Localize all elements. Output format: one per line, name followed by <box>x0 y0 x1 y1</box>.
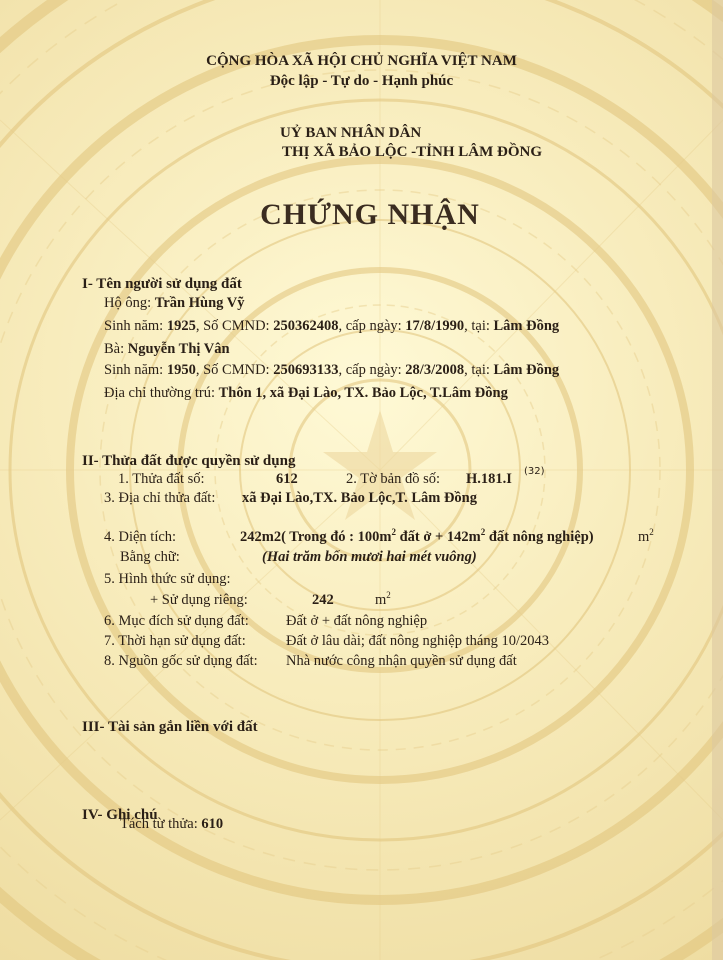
area-label: 4. Diện tích: <box>104 529 177 545</box>
owner1-name: Trần Hùng Vỹ <box>154 295 245 311</box>
origin-value: Nhà nước công nhận quyền sử dụng đất <box>286 653 517 669</box>
parcel-number-label: 1. Thửa đất số: <box>118 471 205 487</box>
usage-form-label: 5. Hình thức sử dụng: <box>104 571 231 587</box>
owner2-line <box>104 340 230 358</box>
note-line: Tách từ thửa: 610 <box>120 816 224 832</box>
section-iv-heading: IV- Ghi chú <box>82 807 158 823</box>
term-label: 7. Thời hạn sử dụng đất: <box>104 633 246 649</box>
map-sheet-label: 2. Tờ bản đồ số: <box>346 471 440 487</box>
owner2-details: Sinh năm: 1950, Số CMND: 250693133, cấp ngày: 28/3/2008, tại: Lâm Đồng <box>104 362 560 378</box>
national-motto: Độc lập - Tự do - Hạnh phúc <box>269 73 454 89</box>
area-unit: $m^2$ <box>638 527 654 545</box>
owner2-name: Nguyễn Thị Vân <box>127 341 230 357</box>
section-ii-heading: II- Thửa đất được quyền sử dụng <box>82 453 296 469</box>
issuer-name: UỶ BAN NHÂN DÂN <box>280 125 422 141</box>
owner1-label: Hộ ông: <box>104 295 152 311</box>
purpose-value: Đất ở + đất nông nghiệp <box>286 613 428 629</box>
document-title: CHỨNG NHẬN <box>260 198 480 231</box>
parcel-address: xã Đại Lào,TX. Bảo Lộc,T. Lâm Đồng <box>242 490 477 506</box>
owner1-details: Sinh năm: 1925, Số CMND: 250362408, cấp ngày: 17/8/1990, tại: Lâm Đồng <box>104 318 560 334</box>
permanent-address: Địa chỉ thường trú: Thôn 1, xã Đại Lào, TX. Bảo Lộc, T.Lâm Đồng <box>104 385 508 401</box>
parcel-number: 612 <box>276 471 298 487</box>
area-in-words: (Hai trăm bốn mươi hai mét vuông) <box>262 549 477 565</box>
parcel-address-label: 3. Địa chỉ thửa đất: <box>104 490 216 506</box>
area-in-words-label: Bằng chữ: <box>120 549 180 565</box>
section-iii-heading: III- Tài sản gắn liền với đất <box>82 719 258 735</box>
handwritten-note: (32) <box>524 466 545 477</box>
term-value: Đất ở lâu dài; đất nông nghiệp tháng 10/2043 <box>286 633 549 649</box>
national-title: CỘNG HÒA XÃ HỘI CHỦ NGHĨA VIỆT NAM <box>206 53 517 69</box>
map-sheet-number: H.181.I <box>466 471 512 487</box>
private-use-value: 242 <box>312 592 334 608</box>
private-use-unit: $m^2$ <box>375 590 391 608</box>
owner1-line <box>104 294 244 312</box>
section-i-heading: I- Tên người sử dụng đất <box>82 276 242 292</box>
purpose-label: 6. Mục đích sử dụng đất: <box>104 613 249 629</box>
area-value: 242m2( Trong đó : $100m^2$ đất ở + $142m^2$ đất nông nghiệp) <box>240 527 594 545</box>
owner2-label: Bà: <box>104 341 125 357</box>
issuer-locality: THỊ XÃ BẢO LỘC -TỈNH LÂM ĐỒNG <box>282 144 543 160</box>
origin-label: 8. Nguồn gốc sử dụng đất: <box>104 653 258 669</box>
private-use-label: + Sử dụng riêng: <box>150 592 248 608</box>
